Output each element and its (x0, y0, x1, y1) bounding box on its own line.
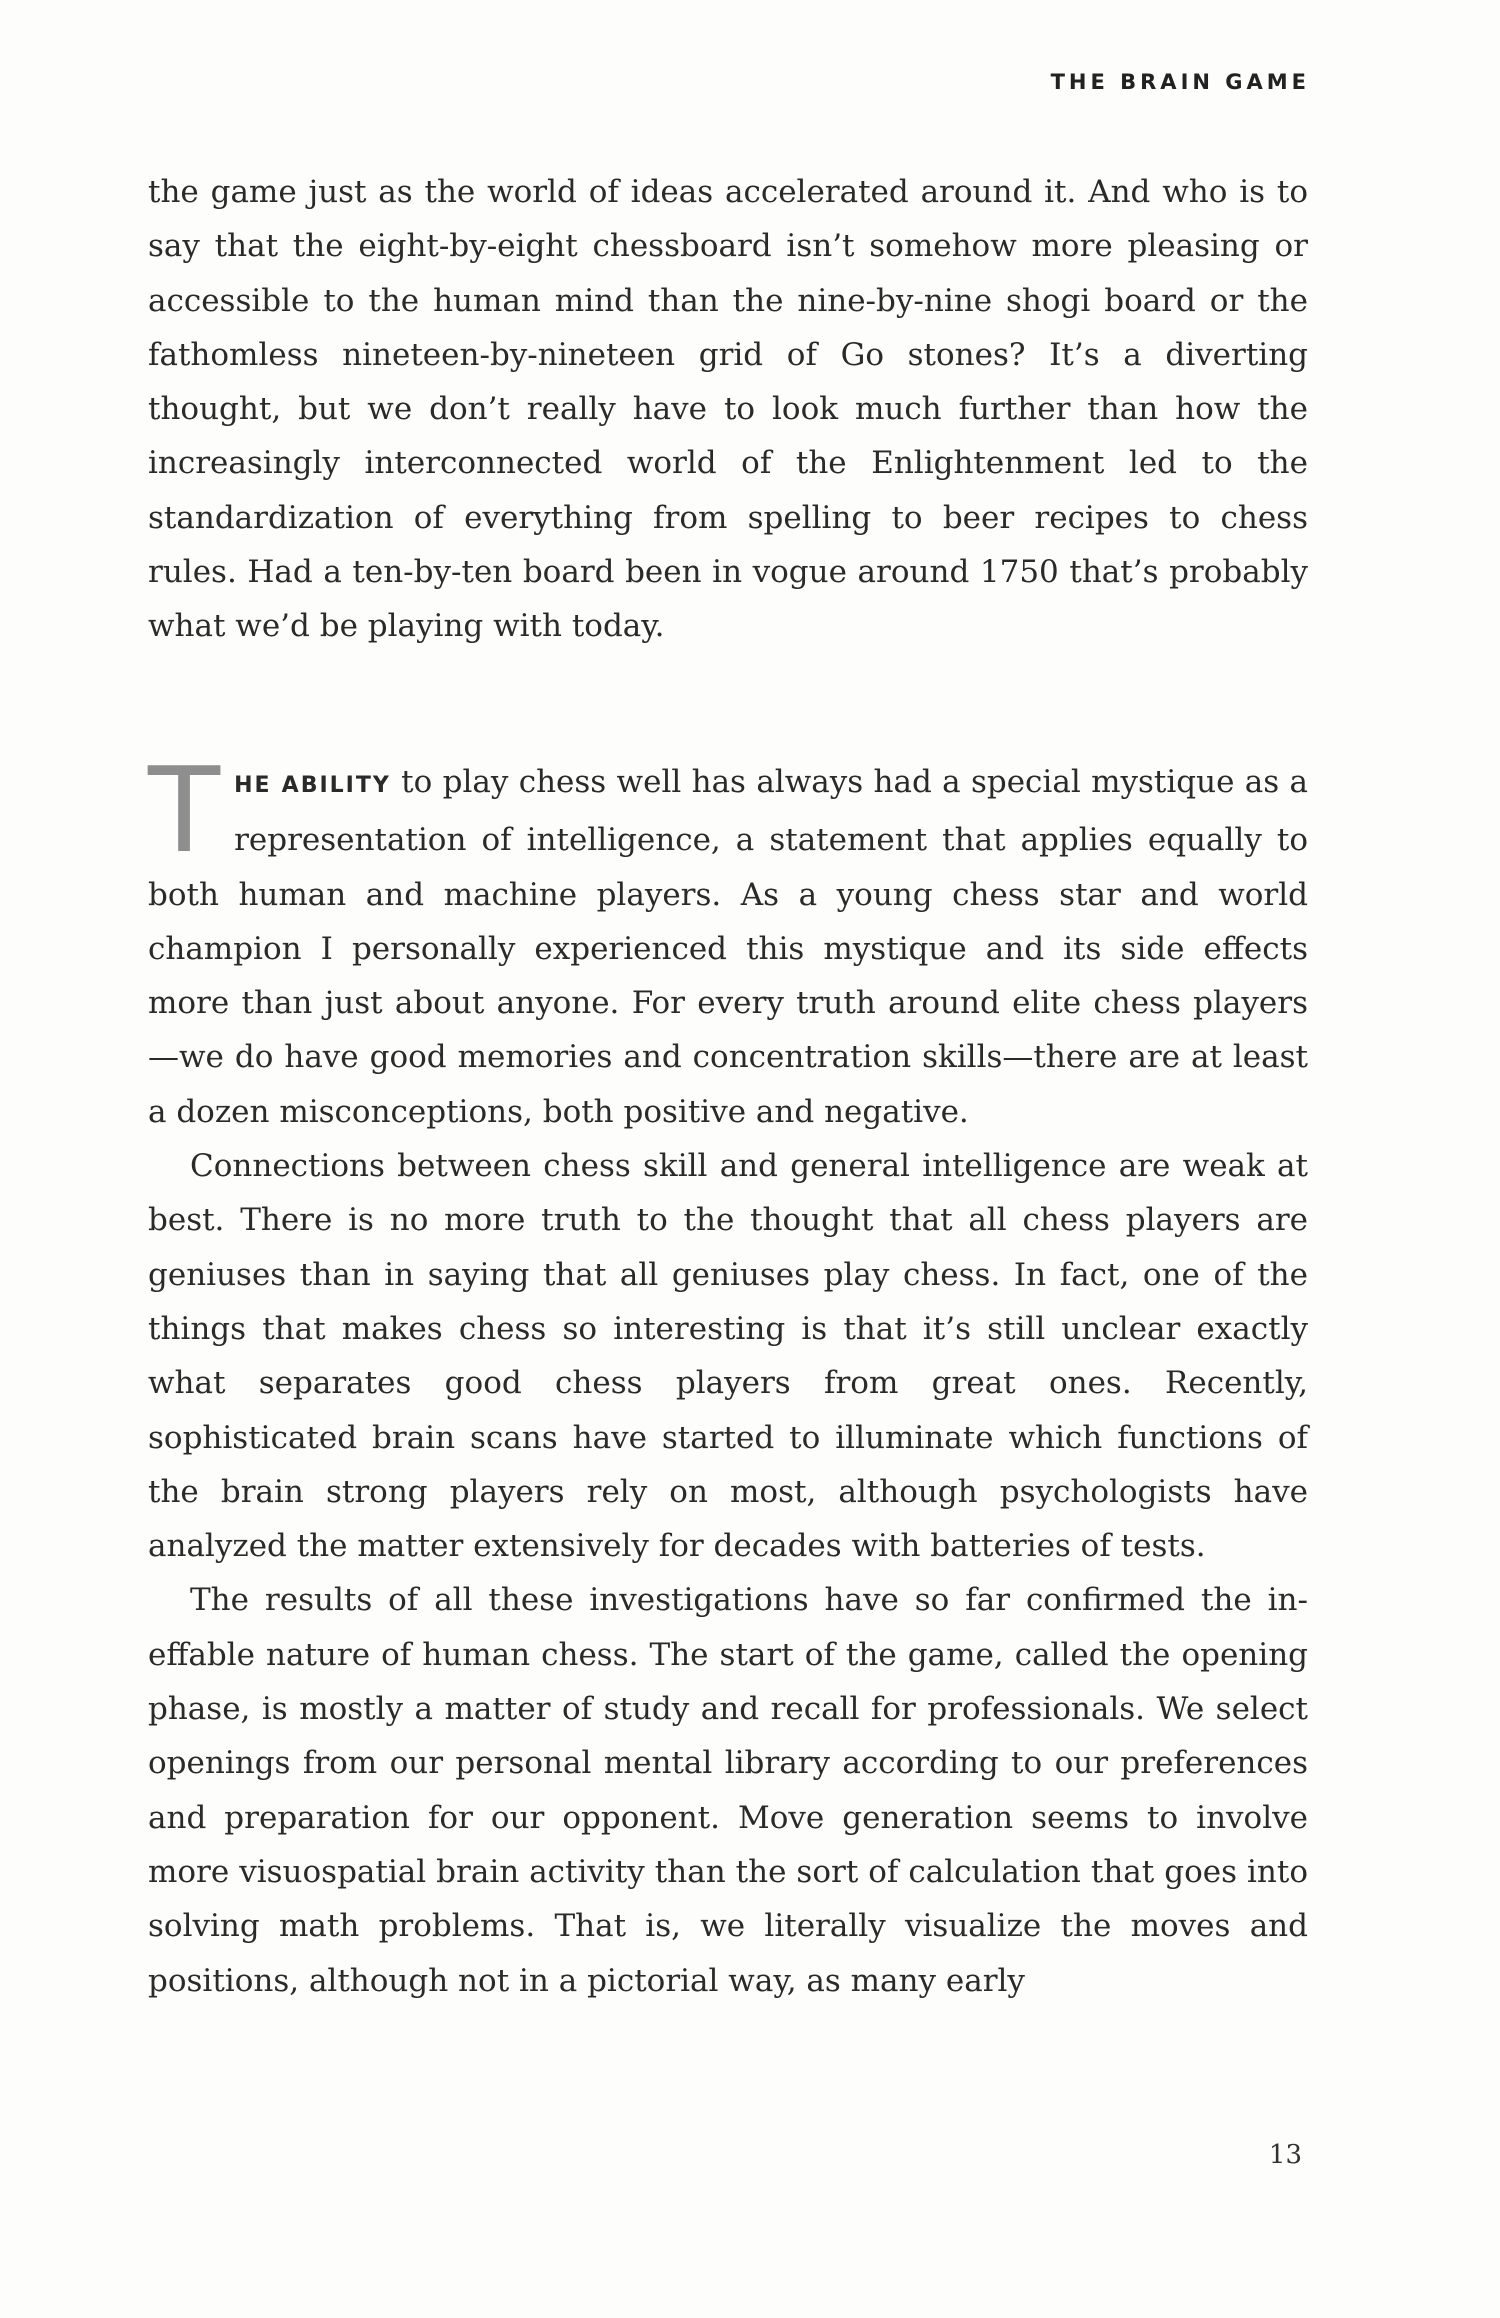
paragraph-2 (148, 741, 1308, 1139)
paragraph-2-body: to play chess well has always had a special mystique as a representation of intelligence, a statement that applies equally to both human and machine players. As a young chess star and world champion I personally experienced this mystique and its side effects more than just about anyone. For every truth around elite chess players—we do have good memories and concentration skills—there are at least a dozen misconceptions, both positive and negative. (148, 764, 1308, 1130)
paragraph-4: The results of all these investigations have so far confirmed the ineffable nature of human chess. The start of the game, called the opening phase, is mostly a matter of study and recall for professionals. We select openings from our personal mental library according to our preferences and preparation for our opponent. Move generation seems to involve more visuospatial brain activity than the sort of calculation that goes into solving math problems. That is, we literally visualize the moves and positions, although not in a pictorial way, as many early (148, 1582, 1308, 1999)
running-head: THE BRAIN GAME (1050, 70, 1310, 94)
drop-cap: T (148, 741, 221, 879)
paragraph-3: Connections between chess skill and general intelligence are weak at best. There is no more truth to the thought that all chess players are geniuses than in saying that all geniuses play chess. In fact, one of the things that makes chess so interesting is that it’s still unclear exactly what separates good chess players from great ones. Recently, sophisticated brain scans have started to illuminate which functions of the brain strong players rely on most, although psychologists have analyzed the matter extensively for decades with batteries of tests. (148, 1148, 1308, 1565)
paragraph-1: the game just as the world of ideas accelerated around it. And who is to say that the eight-by-eight chessboard isn’t somehow more pleasing or accessible to the human mind than the nine-by-nine shogi board or the fathomless nineteen-by-nineteen grid of Go stones? It’s a diverting thought, but we don’t really have to look much further than how the increasingly interconnected world of the Enlightenment led to the standardization of everything from spelling to beer recipes to chess rules. Had a ten-by-ten board been in vogue around 1750 that’s probably what we’d be playing with today. (148, 174, 1308, 645)
text-block-section (148, 741, 1308, 2008)
small-caps-lead: HE ABILITY (234, 773, 391, 798)
text-block-top (148, 165, 1308, 654)
page-number: 13 (1268, 2140, 1302, 2170)
